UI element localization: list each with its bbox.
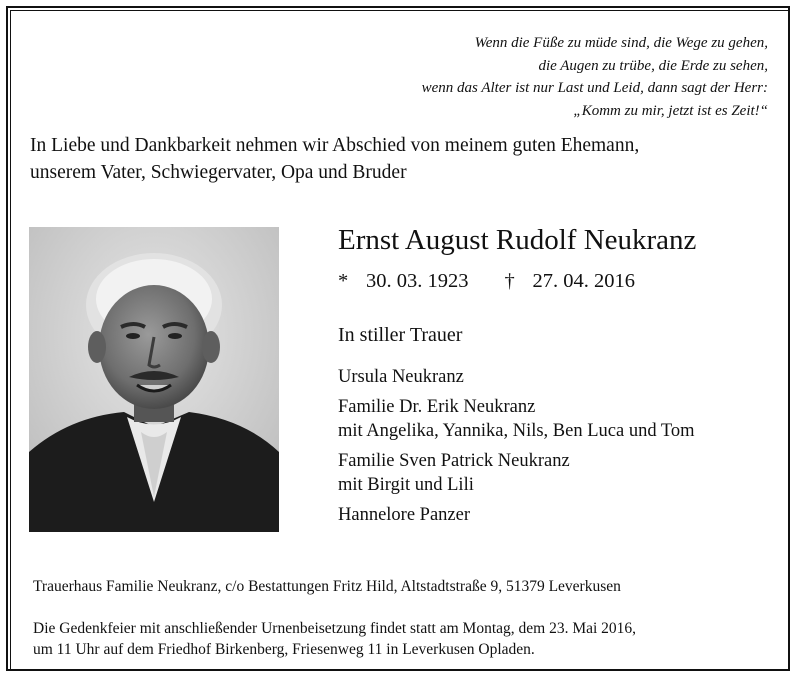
intro-line: unserem Vater, Schwiegervater, Opa und Bruder <box>30 162 407 183</box>
mourner-line: Ursula Neukranz <box>338 367 464 387</box>
mourners-list <box>338 365 695 533</box>
poem-line: Wenn die Füße zu müde sind, die Wege zu gehen, <box>474 35 768 51</box>
intro-line: In Liebe und Dankbarkeit nehmen wir Abschied von meinem guten Ehemann, <box>30 135 640 156</box>
intro-text <box>30 132 770 186</box>
poem-line: wenn das Alter ist nur Last und Leid, dann sagt der Herr: <box>421 80 768 96</box>
poem-line: die Augen zu trübe, die Erde zu sehen, <box>538 57 768 74</box>
mourner-group <box>338 503 695 527</box>
poem-line: „Komm zu mir, jetzt ist es Zeit!“ <box>573 102 768 119</box>
ceremony-line: um 11 Uhr auf dem Friedhof Birkenberg, Friesenweg 11 in Leverkusen Opladen. <box>33 641 535 658</box>
mourner-line: Familie Dr. Erik Neukranz <box>338 397 536 417</box>
mourner-group <box>338 449 695 497</box>
mourner-line: Hannelore Panzer <box>338 505 471 525</box>
mourning-house-address: Trauerhaus Familie Neukranz, c/o Bestattungen Fritz Hild, Altstadtstraße 9, 51379 Leverkusen <box>33 578 621 595</box>
mourner-line: mit Birgit und Lili <box>338 475 474 495</box>
ceremony-info <box>33 618 636 660</box>
mourner-line: mit Angelika, Yannika, Nils, Ben Luca und Tom <box>338 421 695 441</box>
birth-date: 30. 03. 1923 <box>366 270 469 292</box>
ceremony-line: Die Gedenkfeier mit anschließender Urnenbeisetzung findet statt am Montag, dem 23. Mai 2016, <box>33 620 637 637</box>
death-date: 27. 04. 2016 <box>532 270 635 292</box>
mourner-group <box>338 395 695 443</box>
mourner-group <box>338 365 695 389</box>
death-symbol: † <box>504 270 515 292</box>
portrait-photo <box>29 227 279 532</box>
life-dates <box>338 270 635 293</box>
birth-symbol: * <box>338 270 349 292</box>
deceased-name: Ernst August Rudolf Neukranz <box>338 224 697 256</box>
mourner-line: Familie Sven Patrick Neukranz <box>338 451 570 471</box>
poem <box>422 32 768 122</box>
mourning-heading: In stiller Trauer <box>338 324 463 346</box>
